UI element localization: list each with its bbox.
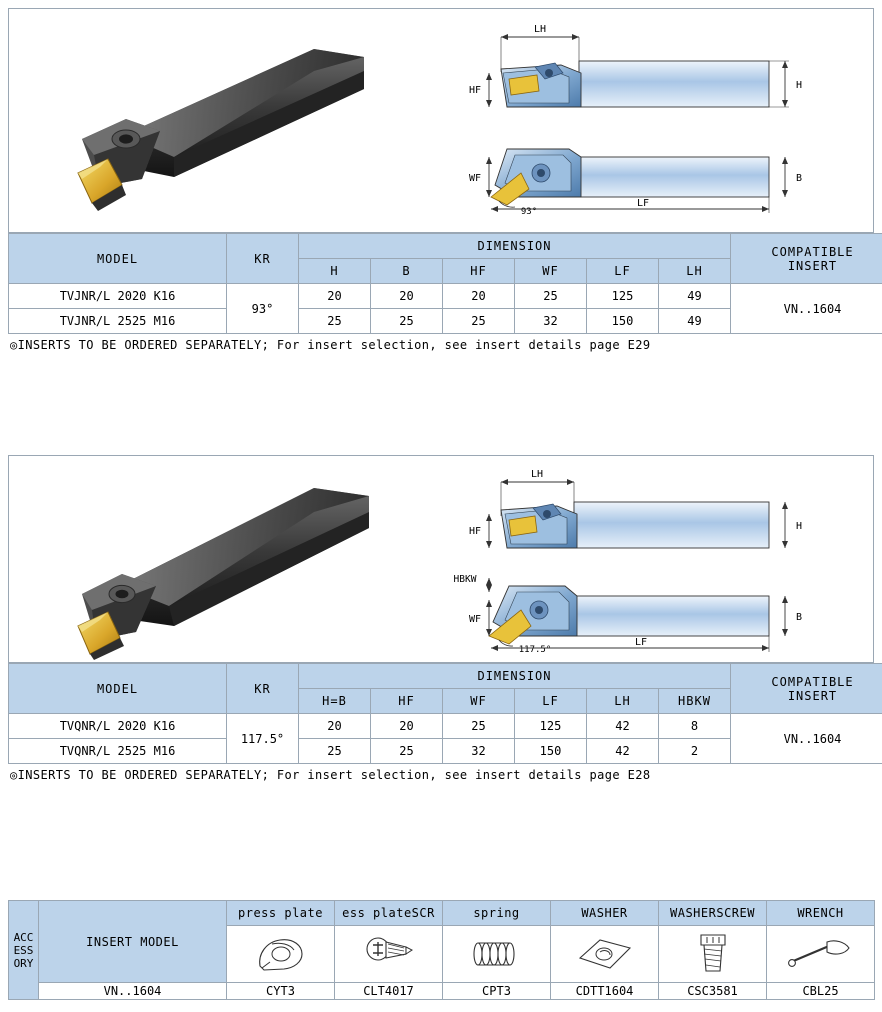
svg-text:HBKW: HBKW bbox=[453, 574, 477, 585]
cad-drawing-tvqnr bbox=[429, 460, 849, 660]
th-washer: WASHER bbox=[551, 901, 659, 926]
th-compatible-insert-l2: INSERT bbox=[787, 258, 838, 273]
svg-text:LF: LF bbox=[636, 198, 650, 209]
th-dimension: DIMENSION bbox=[299, 234, 731, 259]
accessory-label-line3: ORY bbox=[13, 956, 34, 970]
cell-model: TVQNR/L 2525 M16 bbox=[9, 739, 227, 764]
svg-text:LF: LF bbox=[634, 637, 648, 648]
cell-hf: 20 bbox=[443, 284, 515, 309]
th-dimension: DIMENSION bbox=[299, 664, 731, 689]
th-dim-wf: WF bbox=[515, 259, 587, 284]
th-dim-hb: H=B bbox=[299, 689, 371, 714]
cell-lf: 150 bbox=[515, 739, 587, 764]
cell-washer-screw: CSC3581 bbox=[659, 983, 767, 1000]
cell-hbkw: 2 bbox=[659, 739, 731, 764]
spec-table-tvjnr bbox=[8, 233, 882, 334]
th-dim-lf: LF bbox=[515, 689, 587, 714]
cell-model: TVQNR/L 2020 K16 bbox=[9, 714, 227, 739]
svg-text:WF: WF bbox=[468, 173, 482, 184]
svg-text:H: H bbox=[795, 521, 803, 532]
spring-icon bbox=[443, 926, 551, 983]
spec-table-tvqnr bbox=[8, 663, 882, 764]
figure-box-tvjnr bbox=[8, 8, 874, 233]
wrench-icon bbox=[767, 926, 875, 983]
th-model: MODEL bbox=[9, 664, 227, 714]
cell-hf: 20 bbox=[371, 714, 443, 739]
table-row bbox=[9, 284, 882, 309]
th-insert-model: INSERT MODEL bbox=[39, 901, 227, 983]
section-tvjnr bbox=[8, 8, 874, 352]
cad-drawing-tvjnr bbox=[429, 17, 849, 227]
cell-lh: 42 bbox=[587, 739, 659, 764]
cell-hf: 25 bbox=[371, 739, 443, 764]
cell-model: TVJNR/L 2020 K16 bbox=[9, 284, 227, 309]
cell-model: TVJNR/L 2525 M16 bbox=[9, 309, 227, 334]
accessory-label-line2: ESS bbox=[13, 943, 34, 957]
svg-text:HF: HF bbox=[468, 526, 482, 537]
cell-lh: 49 bbox=[659, 309, 731, 334]
svg-text:WF: WF bbox=[468, 614, 482, 625]
cell-h: 25 bbox=[299, 309, 371, 334]
cell-washer: CDTT1604 bbox=[551, 983, 659, 1000]
cell-lf: 150 bbox=[587, 309, 659, 334]
th-compatible-insert-l1: COMPATIBLE bbox=[771, 244, 854, 259]
cell-hf: 25 bbox=[443, 309, 515, 334]
cell-h: 20 bbox=[299, 284, 371, 309]
cell-wf: 32 bbox=[443, 739, 515, 764]
svg-text:LH: LH bbox=[533, 24, 547, 35]
th-compatible-insert-l1: COMPATIBLE bbox=[771, 674, 854, 689]
cell-wf: 25 bbox=[443, 714, 515, 739]
th-dim-hf: HF bbox=[371, 689, 443, 714]
accessory-table bbox=[8, 900, 875, 1000]
accessory-section bbox=[8, 900, 874, 1000]
th-compatible-insert bbox=[731, 234, 882, 284]
accessory-vertical-label bbox=[9, 901, 39, 1000]
cell-insert: VN..1604 bbox=[731, 284, 882, 334]
cell-insert: VN..1604 bbox=[731, 714, 882, 764]
cell-spring: CPT3 bbox=[443, 983, 551, 1000]
section-tvqnr bbox=[8, 455, 874, 782]
th-press-plate: press plate bbox=[227, 901, 335, 926]
th-dim-b: B bbox=[371, 259, 443, 284]
washer-screw-icon bbox=[659, 926, 767, 983]
cell-lh: 49 bbox=[659, 284, 731, 309]
th-dim-hf: HF bbox=[443, 259, 515, 284]
svg-text:B: B bbox=[795, 173, 803, 184]
accessory-values-row bbox=[9, 983, 875, 1000]
cell-kr: 93° bbox=[227, 284, 299, 334]
cell-wf: 25 bbox=[515, 284, 587, 309]
figure-box-tvqnr bbox=[8, 455, 874, 663]
table-row bbox=[9, 714, 882, 739]
th-washer-screw: WASHERSCREW bbox=[659, 901, 767, 926]
cell-b: 25 bbox=[371, 309, 443, 334]
svg-text:LH: LH bbox=[530, 469, 544, 480]
cell-lf: 125 bbox=[515, 714, 587, 739]
tool-holder-photo-tvqnr bbox=[64, 466, 394, 661]
cell-lf: 125 bbox=[587, 284, 659, 309]
th-compatible-insert bbox=[731, 664, 882, 714]
svg-text:93°: 93° bbox=[520, 207, 538, 217]
cell-wf: 32 bbox=[515, 309, 587, 334]
cell-hb: 25 bbox=[299, 739, 371, 764]
accessory-label-line1: ACC bbox=[13, 930, 34, 944]
th-dim-lh: LH bbox=[659, 259, 731, 284]
th-kr: KR bbox=[227, 664, 299, 714]
press-plate-icon bbox=[227, 926, 335, 983]
note-tvjnr: ◎INSERTS TO BE ORDERED SEPARATELY; For insert selection, see insert details page E29 bbox=[10, 338, 651, 352]
th-dim-lh: LH bbox=[587, 689, 659, 714]
svg-text:HF: HF bbox=[468, 85, 482, 96]
svg-text:117.5°: 117.5° bbox=[518, 645, 552, 655]
cell-kr: 117.5° bbox=[227, 714, 299, 764]
th-dim-wf: WF bbox=[443, 689, 515, 714]
th-wrench: WRENCH bbox=[767, 901, 875, 926]
th-compatible-insert-l2: INSERT bbox=[787, 688, 838, 703]
tool-holder-photo-tvjnr bbox=[64, 27, 384, 217]
th-model: MODEL bbox=[9, 234, 227, 284]
washer-icon bbox=[551, 926, 659, 983]
cell-lh: 42 bbox=[587, 714, 659, 739]
th-kr: KR bbox=[227, 234, 299, 284]
th-dim-h: H bbox=[299, 259, 371, 284]
th-press-plate-screw: ess plateSCR bbox=[335, 901, 443, 926]
svg-text:H: H bbox=[795, 80, 803, 91]
press-plate-screw-icon bbox=[335, 926, 443, 983]
th-spring: spring bbox=[443, 901, 551, 926]
th-dim-hbkw: HBKW bbox=[659, 689, 731, 714]
th-dim-lf: LF bbox=[587, 259, 659, 284]
cell-insert-model: VN..1604 bbox=[39, 983, 227, 1000]
cell-hbkw: 8 bbox=[659, 714, 731, 739]
svg-text:B: B bbox=[795, 612, 803, 623]
cell-wrench: CBL25 bbox=[767, 983, 875, 1000]
note-tvqnr: ◎INSERTS TO BE ORDERED SEPARATELY; For insert selection, see insert details page E28 bbox=[10, 768, 651, 782]
cell-press-plate-screw: CLT4017 bbox=[335, 983, 443, 1000]
cell-b: 20 bbox=[371, 284, 443, 309]
cell-press-plate: CYT3 bbox=[227, 983, 335, 1000]
cell-hb: 20 bbox=[299, 714, 371, 739]
